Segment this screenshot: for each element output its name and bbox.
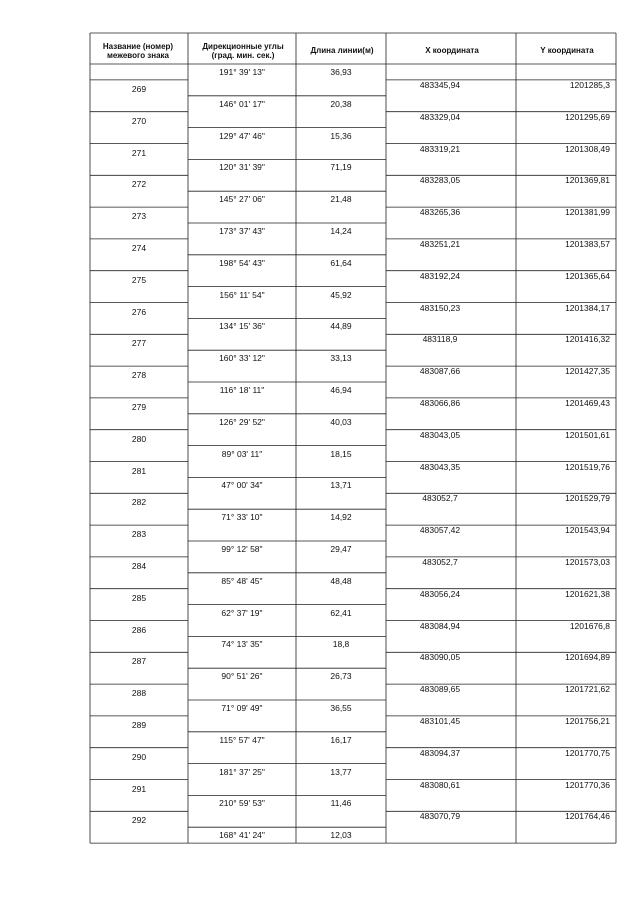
direction-angle: 71° 09' 49" xyxy=(221,703,263,713)
y-coordinate: 1201764,46 xyxy=(565,811,610,822)
y-coordinate: 1201469,43 xyxy=(565,397,610,408)
y-coordinate: 1201285,3 xyxy=(569,79,610,90)
line-length: 13,77 xyxy=(330,766,352,777)
direction-angle: 160° 33' 12" xyxy=(219,353,265,364)
header-x: X координата xyxy=(425,46,479,55)
x-coordinate: 483089,65 xyxy=(419,684,461,695)
y-coordinate: 1201573,03 xyxy=(565,556,610,567)
direction-angle: 210° 59' 53" xyxy=(219,798,265,809)
line-length: 29,47 xyxy=(330,544,352,554)
line-length: 48,48 xyxy=(330,575,352,586)
x-coordinate: 483150,23 xyxy=(419,302,461,313)
header-angle xyxy=(190,42,296,60)
line-length: 11,46 xyxy=(330,798,352,809)
point-name: 283 xyxy=(131,529,147,540)
x-coordinate: 483043,05 xyxy=(419,429,461,440)
direction-angle: 168° 41' 24" xyxy=(219,830,265,841)
direction-angle: 129° 47' 46" xyxy=(219,130,265,141)
x-coordinate: 483057,42 xyxy=(419,525,461,536)
direction-angle: 198° 54' 43" xyxy=(219,257,265,268)
line-length: 36,55 xyxy=(330,703,352,713)
point-name: 285 xyxy=(131,592,147,603)
point-name: 280 xyxy=(131,433,147,444)
x-coordinate: 483345,94 xyxy=(419,79,461,90)
line-length: 15,36 xyxy=(330,130,352,141)
x-coordinate: 483052,7 xyxy=(422,493,458,504)
line-length: 12,03 xyxy=(330,830,352,841)
header-angle-line1: Дирекционные углы xyxy=(202,42,284,51)
point-name: 290 xyxy=(131,751,147,762)
y-coordinate: 1201676,8 xyxy=(569,620,610,631)
y-coordinate: 1201501,61 xyxy=(565,429,610,440)
point-name: 270 xyxy=(131,115,147,126)
y-coordinate: 1201308,49 xyxy=(565,143,610,154)
point-name: 276 xyxy=(131,306,147,317)
header-angle-line2: (град. мин. сек.) xyxy=(211,51,275,60)
line-length: 33,13 xyxy=(330,353,352,364)
x-coordinate: 483265,36 xyxy=(419,207,461,218)
point-name: 272 xyxy=(131,179,147,190)
y-coordinate: 1201543,94 xyxy=(565,525,610,536)
y-coordinate: 1201621,38 xyxy=(565,588,610,599)
direction-angle: 85° 48' 45" xyxy=(221,575,263,586)
direction-angle: 90° 51' 26" xyxy=(221,671,263,682)
direction-angle: 62° 37' 19" xyxy=(221,607,263,618)
line-length: 14,24 xyxy=(330,226,352,236)
direction-angle: 115° 57' 47" xyxy=(219,734,265,745)
x-coordinate: 483118,9 xyxy=(422,334,458,345)
point-name: 279 xyxy=(131,401,147,412)
line-length: 20,38 xyxy=(330,98,352,109)
line-length: 40,03 xyxy=(330,416,352,427)
y-coordinate: 1201770,36 xyxy=(565,779,610,790)
point-name: 281 xyxy=(131,465,147,476)
point-name: 288 xyxy=(131,688,147,699)
x-coordinate: 483283,05 xyxy=(419,175,461,186)
line-length: 71,19 xyxy=(330,162,352,173)
y-coordinate: 1201295,69 xyxy=(565,111,610,122)
point-name: 273 xyxy=(131,211,147,222)
line-length: 62,41 xyxy=(330,607,352,618)
x-coordinate: 483192,24 xyxy=(419,270,461,281)
x-coordinate: 483080,61 xyxy=(419,779,461,790)
direction-angle: 71° 33' 10" xyxy=(221,512,263,523)
line-length: 36,93 xyxy=(330,67,352,77)
y-coordinate: 1201384,17 xyxy=(565,302,610,313)
point-name: 278 xyxy=(131,370,147,381)
header-length: Длина линии(м) xyxy=(310,46,374,55)
y-coordinate: 1201369,81 xyxy=(565,175,610,186)
point-name: 291 xyxy=(131,783,147,794)
y-coordinate: 1201427,35 xyxy=(565,366,610,377)
direction-angle: 89° 03' 11" xyxy=(221,448,263,459)
direction-angle: 99° 12' 58" xyxy=(221,544,263,554)
y-coordinate: 1201694,89 xyxy=(565,652,610,663)
point-name: 275 xyxy=(131,274,147,285)
header-name-line1: Название (номер) xyxy=(102,42,174,51)
point-name: 287 xyxy=(131,656,147,667)
point-name: 292 xyxy=(131,815,147,826)
line-length: 44,89 xyxy=(330,321,352,332)
y-coordinate: 1201770,75 xyxy=(565,747,610,758)
point-name: 289 xyxy=(131,719,147,730)
x-coordinate: 483056,24 xyxy=(419,588,461,599)
x-coordinate: 483319,21 xyxy=(419,143,461,154)
line-length: 61,64 xyxy=(330,257,352,268)
x-coordinate: 483070,79 xyxy=(419,811,461,822)
point-name: 282 xyxy=(131,497,147,508)
point-name: 271 xyxy=(131,147,147,158)
direction-angle: 47° 00' 34" xyxy=(221,480,263,491)
direction-angle: 74° 13' 35" xyxy=(221,639,263,650)
line-length: 16,17 xyxy=(330,734,352,745)
y-coordinate: 1201519,76 xyxy=(565,461,610,472)
direction-angle: 181° 37' 25" xyxy=(219,766,265,777)
direction-angle: 191° 39' 13" xyxy=(219,67,265,77)
direction-angle: 146° 01' 17" xyxy=(219,98,265,109)
x-coordinate: 483094,37 xyxy=(419,747,461,758)
x-coordinate: 483066,86 xyxy=(419,397,461,408)
line-length: 18,15 xyxy=(330,448,352,459)
point-name: 284 xyxy=(131,560,147,571)
header-y: Y координата xyxy=(540,46,594,55)
y-coordinate: 1201756,21 xyxy=(565,715,610,726)
header-name-line2: межевого знака xyxy=(106,51,170,60)
point-name: 277 xyxy=(131,338,147,349)
x-coordinate: 483329,04 xyxy=(419,111,461,122)
y-coordinate: 1201365,64 xyxy=(565,270,610,281)
point-name: 274 xyxy=(131,242,147,253)
direction-angle: 116° 18' 11" xyxy=(219,385,265,395)
x-coordinate: 483251,21 xyxy=(419,238,461,249)
direction-angle: 126° 29' 52" xyxy=(219,416,265,427)
x-coordinate: 483052,7 xyxy=(422,556,458,567)
direction-angle: 120° 31' 39" xyxy=(219,162,265,173)
y-coordinate: 1201383,57 xyxy=(565,238,610,249)
y-coordinate: 1201416,32 xyxy=(565,334,610,345)
line-length: 45,92 xyxy=(330,289,352,300)
y-coordinate: 1201721,62 xyxy=(565,684,610,695)
direction-angle: 173° 37' 43" xyxy=(219,226,265,236)
line-length: 18,8 xyxy=(332,639,350,650)
y-coordinate: 1201529,79 xyxy=(565,493,610,504)
line-length: 46,94 xyxy=(330,385,352,395)
x-coordinate: 483101,45 xyxy=(419,715,461,726)
y-coordinate: 1201381,99 xyxy=(565,207,610,218)
direction-angle: 156° 11' 54" xyxy=(219,289,265,300)
header-name xyxy=(90,42,186,60)
point-name: 286 xyxy=(131,624,147,635)
x-coordinate: 483087,66 xyxy=(419,366,461,377)
point-name: 269 xyxy=(131,83,147,94)
line-length: 14,92 xyxy=(330,512,352,523)
line-length: 26,73 xyxy=(330,671,352,682)
direction-angle: 145° 27' 06" xyxy=(219,194,265,205)
direction-angle: 134° 15' 36" xyxy=(219,321,265,332)
x-coordinate: 483090,05 xyxy=(419,652,461,663)
line-length: 21,48 xyxy=(330,194,352,205)
x-coordinate: 483084,94 xyxy=(419,620,461,631)
line-length: 13,71 xyxy=(330,480,352,491)
x-coordinate: 483043,35 xyxy=(419,461,461,472)
